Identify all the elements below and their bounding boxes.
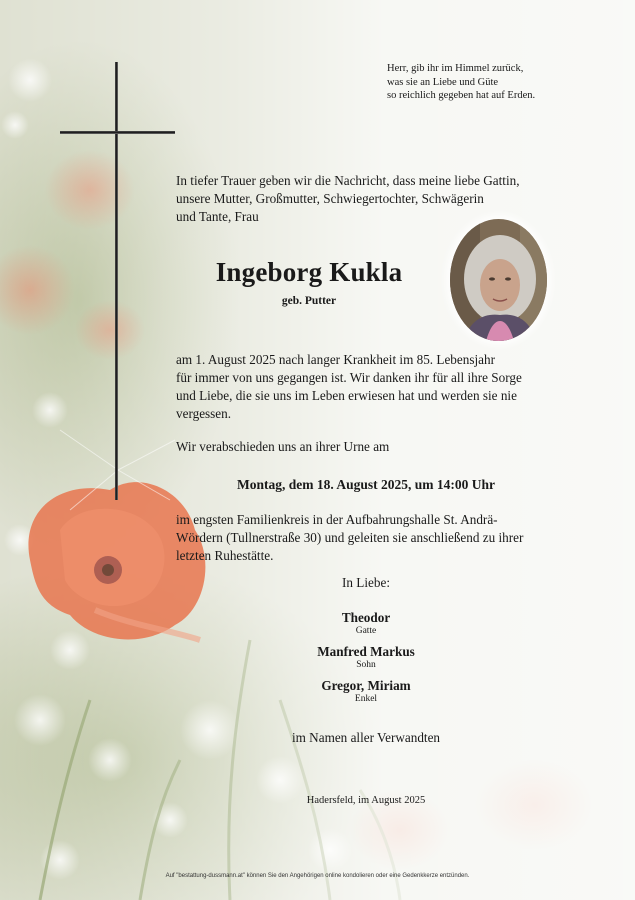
verse-line: Herr, gib ihr im Himmel zurück, — [387, 63, 524, 74]
intro-line: In tiefer Trauer geben wir die Nachricht, dass meine liebe Gattin, — [176, 173, 520, 188]
mourner-entry — [176, 644, 556, 671]
mourner-name: Theodor — [341, 610, 391, 625]
place-and-date: Hadersfeld, im August 2025 — [306, 795, 426, 806]
memorial-verse — [387, 62, 627, 103]
verse-line: was sie an Liebe und Güte — [387, 76, 499, 88]
death-notice-text — [176, 351, 556, 423]
mourners-list — [176, 610, 556, 712]
condolence-footer: Auf "bestattung-dussmann.at" können Sie den Angehörigen online kondolieren oder eine Gedenkkerze entzünden. — [165, 873, 470, 879]
farewell-text: Wir verabschieden uns an ihrer Urne am — [176, 439, 390, 454]
ceremony-line: im engsten Familienkreis in der Aufbahrungshalle St. Andrä- — [176, 512, 498, 527]
announcement-intro — [176, 172, 556, 226]
cross-horizontal-bar — [60, 131, 175, 134]
body-line: für immer von uns gegangen ist. Wir danken ihr für all ihre Sorge — [176, 370, 522, 385]
mourner-relation: Sohn — [356, 660, 376, 670]
cross-vertical-bar — [115, 62, 118, 500]
mourner-name: Manfred Markus — [317, 644, 415, 659]
body-line: vergessen. — [176, 406, 232, 421]
intro-line: unsere Mutter, Großmutter, Schwiegertochter, Schwägerin — [176, 191, 484, 206]
verse-line: so reichlich gegeben hat auf Erden. — [387, 90, 536, 101]
mourner-relation: Enkel — [354, 694, 378, 704]
ceremony-line: letzten Ruhestätte. — [176, 548, 274, 563]
relatives-line: im Namen aller Verwandten — [291, 730, 441, 745]
mourner-entry — [176, 678, 556, 705]
body-line: am 1. August 2025 nach langer Krankheit im 85. Lebensjahr — [176, 352, 495, 367]
deceased-name: Ingeborg Kukla — [215, 257, 403, 287]
portrait-photo — [450, 219, 547, 341]
in-love-heading: In Liebe: — [342, 575, 390, 590]
ceremony-details — [176, 511, 556, 565]
mourner-relation: Gatte — [355, 626, 377, 636]
mourner-entry — [176, 610, 556, 637]
body-line: und Liebe, die sie uns im Leben erwiesen hat und werden sie nie — [176, 388, 517, 403]
birth-name: geb. Putter — [281, 295, 337, 307]
ceremony-date: Montag, dem 18. August 2025, um 14:00 Uhr — [236, 477, 495, 492]
intro-line: und Tante, Frau — [176, 209, 259, 224]
ceremony-line: Wördern (Tullnerstraße 30) und geleiten sie anschließend zu ihrer — [176, 530, 524, 545]
mourner-name: Gregor, Miriam — [321, 678, 411, 693]
